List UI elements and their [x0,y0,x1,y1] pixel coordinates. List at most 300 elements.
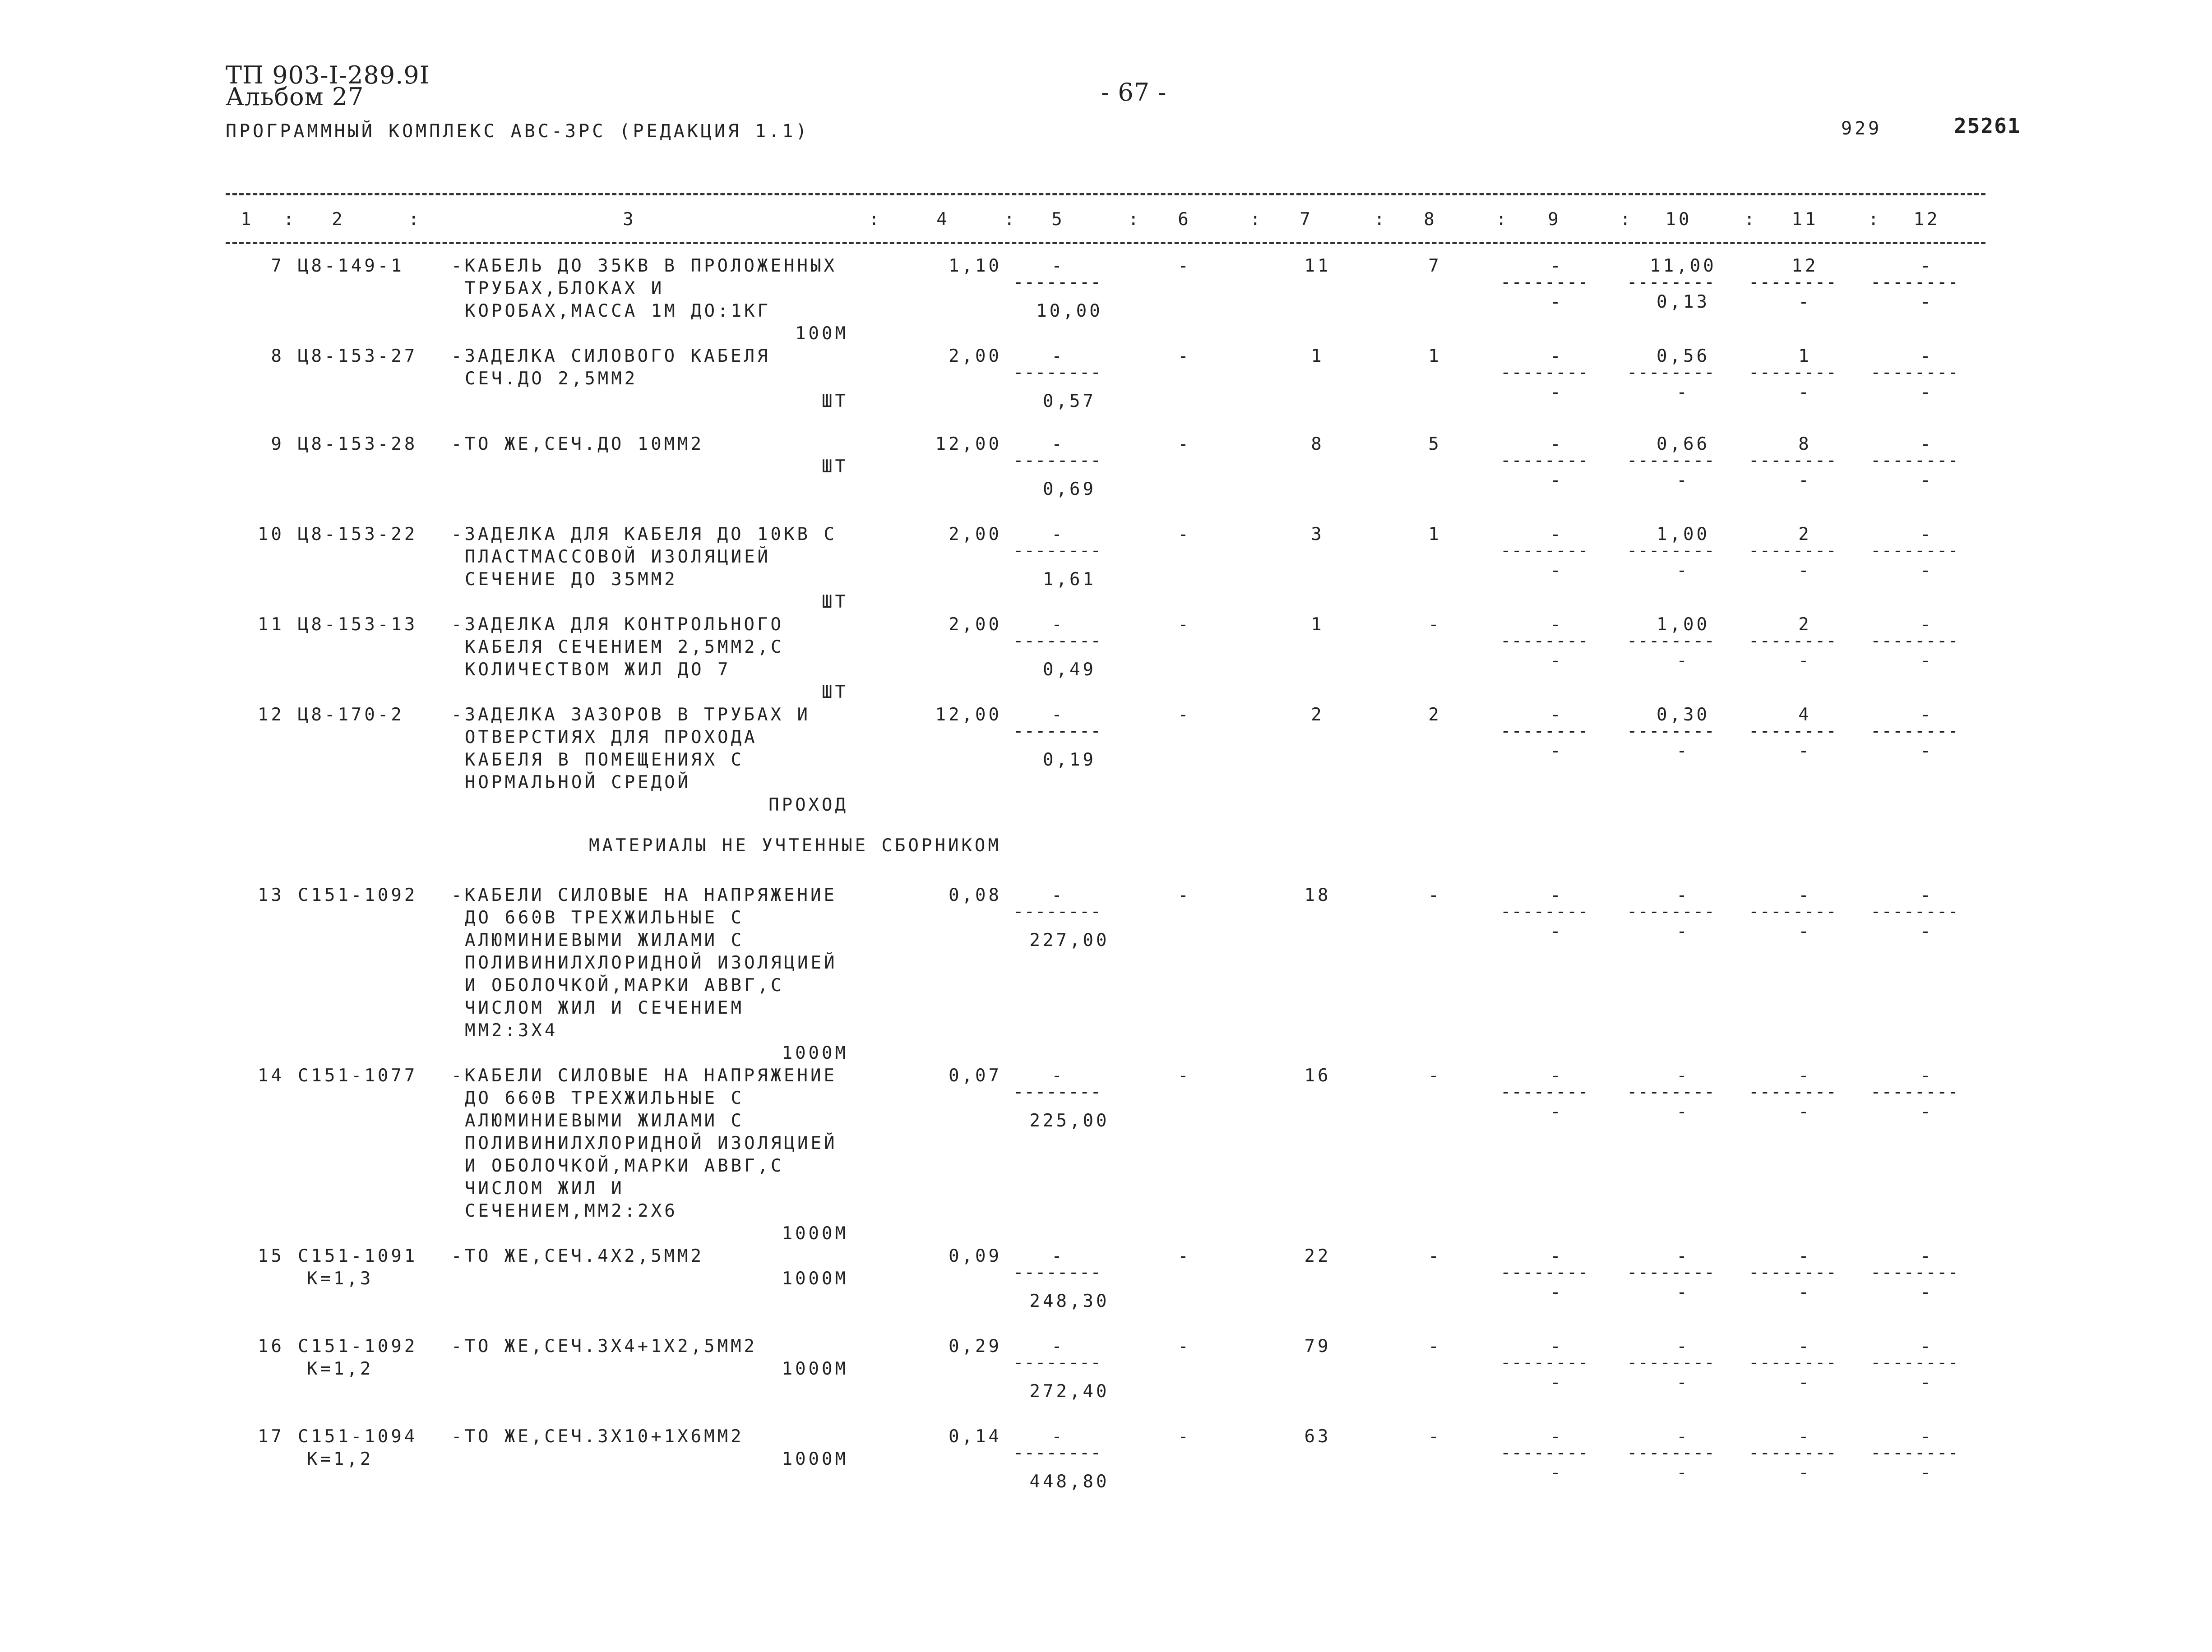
row-unit: 1000М [782,1359,848,1379]
c12b-value: - [1920,1282,1934,1302]
column-header-2: 2 [332,209,345,230]
column-header-1: 1 [241,209,254,230]
row-number: 15 [258,1246,284,1266]
col6-value: - [1178,885,1191,905]
col5-value-b: 0,69 [1043,479,1096,499]
c9-fraction-dash: -------- [1500,272,1589,292]
col7-value: 8 [1311,434,1324,454]
row-description-line: НОРМАЛЬНОЙ СРЕДОЙ [465,772,691,793]
row-code: Ц8-149-1 [298,256,404,276]
c11-fraction-dash: -------- [1749,1352,1837,1373]
c11-value: 12 [1791,256,1819,276]
c11b-value: - [1798,741,1812,761]
c12-value: - [1920,885,1934,905]
row-code: Ц8-153-13 [298,614,418,635]
row-description-line: -ТО ЖЕ,СЕЧ.4Х2,5ММ2 [451,1246,704,1266]
row-unit: 1000М [782,1449,848,1469]
c11-value: - [1798,1246,1812,1266]
c11-value: - [1798,1336,1812,1357]
col7-value: 16 [1304,1066,1331,1086]
col7-value: 63 [1304,1426,1331,1447]
col5-value-b: 10,00 [1036,301,1103,321]
c12b-value: - [1920,560,1934,581]
col7-value: 3 [1311,524,1324,545]
col6-value: - [1178,256,1191,276]
c12-value: - [1920,1066,1934,1086]
col5-value: - [1051,434,1065,454]
c12b-value: - [1920,741,1934,761]
c11b-value: - [1798,382,1812,402]
c9b-value: - [1550,651,1564,671]
col8-value: 2 [1428,705,1442,725]
column-separator: : [1496,209,1509,230]
column-header-4: 4 [936,209,950,230]
col5-fraction-dash: -------- [1013,450,1101,471]
c9b-value: - [1550,1102,1564,1122]
c11-value: 2 [1798,614,1812,635]
c9b-value: - [1550,1463,1564,1483]
col8-value: 5 [1428,434,1442,454]
c9-value: - [1550,885,1564,905]
column-separator: : [1374,209,1388,230]
col8-value: - [1428,1426,1442,1447]
table-top-rule [226,193,1985,195]
c11-value: 1 [1798,346,1812,366]
row-description-line: ПОЛИВИНИЛХЛОРИДНОЙ ИЗОЛЯЦИЕЙ [465,953,838,973]
c11b-value: - [1798,560,1812,581]
c10b-value: - [1676,741,1690,761]
c10-value: 11,00 [1650,256,1717,276]
row-description-line: -ТО ЖЕ,СЕЧ.3Х4+1Х2,5ММ2 [451,1336,758,1357]
row-number: 17 [258,1426,284,1447]
col5-value-b: 248,30 [1029,1291,1110,1311]
c10b-value: - [1676,1372,1690,1393]
c12-value: - [1920,1336,1934,1357]
row-description-line: ДО 660В ТРЕХЖИЛЬНЫЕ С [465,908,745,928]
c10-fraction-dash: -------- [1627,901,1715,922]
c11-fraction-dash: -------- [1749,362,1837,383]
row-description-line: ПЛАСТМАССОВОЙ ИЗОЛЯЦИЕЙ [465,547,771,567]
col5-value-b: 0,19 [1043,750,1096,770]
column-separator: : [1250,209,1263,230]
column-separator: : [408,209,422,230]
col4-value: 2,00 [949,346,1002,366]
col4-value: 0,08 [949,885,1002,905]
c11-fraction-dash: -------- [1749,1262,1837,1283]
row-description-line: И ОБОЛОЧКОЙ,МАРКИ АВВГ,С [465,975,784,996]
column-header-10: 10 [1665,209,1692,230]
column-header-12: 12 [1913,209,1940,230]
col6-value: - [1178,1066,1191,1086]
c9-fraction-dash: -------- [1500,631,1589,651]
row-description-line: ПОЛИВИНИЛХЛОРИДНОЙ ИЗОЛЯЦИЕЙ [465,1133,838,1154]
col8-value: - [1428,1066,1442,1086]
c11b-value: - [1798,1372,1812,1393]
c9-fraction-dash: -------- [1500,1262,1589,1283]
row-description-line: СЕЧЕНИЕМ,ММ2:2Х6 [465,1201,678,1221]
row-code: С151-1092 [298,885,418,905]
c12b-value: - [1920,1372,1934,1393]
col4-value: 0,09 [949,1246,1002,1266]
col5-fraction-dash: -------- [1013,272,1101,292]
c10-fraction-dash: -------- [1627,272,1715,292]
row-description-line: КАБЕЛЯ В ПОМЕЩЕНИЯХ С [465,750,745,770]
c9-fraction-dash: -------- [1500,1082,1589,1102]
c12b-value: - [1920,292,1934,312]
col4-value: 0,29 [949,1336,1002,1357]
column-header-9: 9 [1548,209,1561,230]
c12-value: - [1920,1246,1934,1266]
row-description-line: -ЗАДЕЛКА ДЛЯ КОНТРОЛЬНОГО [451,614,784,635]
col5-value: - [1051,1066,1065,1086]
col5-value-b: 272,40 [1029,1381,1110,1402]
c10-fraction-dash: -------- [1627,631,1715,651]
row-description-line: ДО 660В ТРЕХЖИЛЬНЫЕ С [465,1088,745,1108]
col6-value: - [1178,434,1191,454]
row-code: Ц8-153-22 [298,524,418,545]
c11-value: - [1798,885,1812,905]
col8-value: - [1428,1246,1442,1266]
c10-fraction-dash: -------- [1627,362,1715,383]
row-description-line: -ЗАДЕЛКА ЗАЗОРОВ В ТРУБАХ И [451,705,810,725]
c12-value: - [1920,705,1934,725]
row-number: 13 [258,885,284,905]
c10b-value: - [1676,651,1690,671]
c11-value: 2 [1798,524,1812,545]
corner-code-a: 929 [1841,118,1882,139]
row-description-line: КОРОБАХ,МАССА 1М ДО:1КГ [465,301,771,321]
c9-fraction-dash: -------- [1500,540,1589,561]
c12-value: - [1920,1426,1934,1447]
row-number: 9 [271,434,284,454]
c9-fraction-dash: -------- [1500,362,1589,383]
row-description-line: ЧИСЛОМ ЖИЛ И [465,1178,625,1199]
c11-fraction-dash: -------- [1749,450,1837,471]
col4-value: 12,00 [935,705,1002,725]
col5-value: - [1051,885,1065,905]
c11-value: - [1798,1426,1812,1447]
row-description-line: -ТО ЖЕ,СЕЧ.3Х10+1Х6ММ2 [451,1426,744,1447]
c10b-value: - [1676,560,1690,581]
c12-fraction-dash: -------- [1870,1262,1959,1283]
c10-fraction-dash: -------- [1627,1262,1715,1283]
col5-value: - [1051,256,1065,276]
c12-fraction-dash: -------- [1870,901,1959,922]
row-coefficient: К=1,2 [307,1359,374,1379]
c10-fraction-dash: -------- [1627,1352,1715,1373]
c12-value: - [1920,434,1934,454]
col8-value: 1 [1428,524,1442,545]
col5-value: - [1051,1336,1065,1357]
c12b-value: - [1920,470,1934,490]
column-separator: : [1620,209,1634,230]
row-description-line: КОЛИЧЕСТВОМ ЖИЛ ДО 7 [465,660,731,680]
c9-fraction-dash: -------- [1500,450,1589,471]
c10-value: - [1676,1426,1690,1447]
row-code: Ц8-153-28 [298,434,418,454]
c11-value: 8 [1798,434,1812,454]
c10-value: - [1676,1336,1690,1357]
col6-value: - [1178,1426,1191,1447]
c12-fraction-dash: -------- [1870,272,1959,292]
col5-fraction-dash: -------- [1013,362,1101,383]
page-number: - 67 - [1101,78,1167,106]
row-unit: ШТ [822,457,848,477]
c9b-value: - [1550,921,1564,941]
col6-value: - [1178,346,1191,366]
col5-fraction-dash: -------- [1013,540,1101,561]
c10-value: - [1676,1066,1690,1086]
col5-fraction-dash: -------- [1013,1443,1101,1463]
column-header-3: 3 [623,209,636,230]
c9b-value: - [1550,741,1564,761]
col7-value: 1 [1311,346,1324,366]
c10-value: 1,00 [1657,524,1710,545]
c9-value: - [1550,524,1564,545]
col6-value: - [1178,705,1191,725]
c10b-value: - [1676,470,1690,490]
c12-value: - [1920,346,1934,366]
col7-value: 2 [1311,705,1324,725]
row-code: С151-1091 [298,1246,418,1266]
row-number: 12 [258,705,284,725]
c9b-value: - [1550,382,1564,402]
col4-value: 0,07 [949,1066,1002,1086]
c12b-value: - [1920,1463,1934,1483]
c10b-value: - [1676,382,1690,402]
row-unit: ПРОХОД [768,795,848,815]
c10-fraction-dash: -------- [1627,450,1715,471]
row-unit: ШТ [822,592,848,612]
c10b-value: 0,13 [1657,292,1710,312]
col4-value: 2,00 [949,614,1002,635]
col5-value: - [1051,346,1065,366]
c11-fraction-dash: -------- [1749,631,1837,651]
c11b-value: - [1798,921,1812,941]
row-description-line: ЧИСЛОМ ЖИЛ И СЕЧЕНИЕМ [465,998,745,1018]
row-code: Ц8-153-27 [298,346,418,366]
col6-value: - [1178,614,1191,635]
c9b-value: - [1550,1282,1564,1302]
row-unit: 1000М [782,1269,848,1289]
row-unit: 1000М [782,1043,848,1063]
c12-fraction-dash: -------- [1870,1082,1959,1102]
col7-value: 18 [1304,885,1331,905]
col5-fraction-dash: -------- [1013,901,1101,922]
column-separator: : [1128,209,1142,230]
c11b-value: - [1798,1102,1812,1122]
c11-value: 4 [1798,705,1812,725]
col8-value: 1 [1428,346,1442,366]
c9-fraction-dash: -------- [1500,1443,1589,1463]
document-code: ТП 903-I-289.9I [226,61,430,89]
row-description-line: ТРУБАХ,БЛОКАХ И [465,278,665,299]
c12-fraction-dash: -------- [1870,1443,1959,1463]
col4-value: 1,10 [949,256,1002,276]
row-number: 14 [258,1066,284,1086]
col7-value: 11 [1304,256,1331,276]
row-description-line: АЛЮМИНИЕВЫМИ ЖИЛАМИ С [465,930,745,951]
column-header-5: 5 [1051,209,1065,230]
row-description-line: -КАБЕЛИ СИЛОВЫЕ НА НАПРЯЖЕНИЕ [451,1066,837,1086]
col8-value: - [1428,1336,1442,1357]
table-header-rule [226,242,1985,244]
c10-value: 0,66 [1657,434,1710,454]
c11b-value: - [1798,470,1812,490]
column-separator: : [283,209,297,230]
c9-value: - [1550,1066,1564,1086]
row-code: С151-1092 [298,1336,418,1357]
row-number: 7 [271,256,284,276]
row-code: Ц8-170-2 [298,705,404,725]
c11b-value: - [1798,1463,1812,1483]
row-coefficient: К=1,3 [307,1269,374,1289]
c10-fraction-dash: -------- [1627,540,1715,561]
col7-value: 79 [1304,1336,1331,1357]
corner-code-b: 25261 [1954,114,2021,138]
col4-value: 12,00 [935,434,1002,454]
section-title: МАТЕРИАЛЫ НЕ УЧТЕННЫЕ СБОРНИКОМ [589,835,1001,856]
c9-value: - [1550,1246,1564,1266]
row-coefficient: К=1,2 [307,1449,374,1469]
album-label: Альбом 27 [226,83,364,111]
c10b-value: - [1676,921,1690,941]
c9-value: - [1550,614,1564,635]
c9-value: - [1550,346,1564,366]
program-title: ПРОГРАММНЫЙ КОМПЛЕКС АВС-3РС (РЕДАКЦИЯ 1.1) [226,121,810,142]
column-header-11: 11 [1791,209,1819,230]
row-description-line: ОТВЕРСТИЯХ ДЛЯ ПРОХОДА [465,727,758,748]
c11-fraction-dash: -------- [1749,540,1837,561]
col6-value: - [1178,1246,1191,1266]
c10b-value: - [1676,1282,1690,1302]
row-unit: 1000М [782,1223,848,1244]
c12b-value: - [1920,1102,1934,1122]
column-separator: : [1004,209,1018,230]
col5-value-b: 227,00 [1029,930,1110,951]
row-description-line: КАБЕЛЯ СЕЧЕНИЕМ 2,5ММ2,С [465,637,784,657]
c12b-value: - [1920,382,1934,402]
row-description-line: -КАБЕЛИ СИЛОВЫЕ НА НАПРЯЖЕНИЕ [451,885,837,905]
c9-value: - [1550,705,1564,725]
col5-value-b: 225,00 [1029,1111,1110,1131]
col5-fraction-dash: -------- [1013,1352,1101,1373]
c12-fraction-dash: -------- [1870,450,1959,471]
c9-value: - [1550,256,1564,276]
c12b-value: - [1920,651,1934,671]
row-unit: 100М [795,323,848,344]
c12-fraction-dash: -------- [1870,540,1959,561]
c9-value: - [1550,434,1564,454]
col5-value-b: 0,49 [1043,660,1096,680]
column-separator: : [1744,209,1758,230]
col4-value: 2,00 [949,524,1002,545]
c10-value: 0,30 [1657,705,1710,725]
c10-value: 1,00 [1657,614,1710,635]
c11-fraction-dash: -------- [1749,1082,1837,1102]
col8-value: - [1428,614,1442,635]
col5-value-b: 448,80 [1029,1472,1110,1492]
col5-value: - [1051,524,1065,545]
col4-value: 0,14 [949,1426,1002,1447]
c9-fraction-dash: -------- [1500,901,1589,922]
col7-value: 22 [1304,1246,1331,1266]
row-number: 8 [271,346,284,366]
c10-value: - [1676,885,1690,905]
c9-value: - [1550,1336,1564,1357]
row-description-line: -ЗАДЕЛКА СИЛОВОГО КАБЕЛЯ [451,346,771,366]
row-code: С151-1077 [298,1066,418,1086]
col5-fraction-dash: -------- [1013,1262,1101,1283]
row-description-line: И ОБОЛОЧКОЙ,МАРКИ АВВГ,С [465,1156,784,1176]
col7-value: 1 [1311,614,1324,635]
col5-fraction-dash: -------- [1013,631,1101,651]
row-description-line: -ЗАДЕЛКА ДЛЯ КАБЕЛЯ ДО 10КВ С [451,524,837,545]
row-unit: ШТ [822,682,848,702]
c12-value: - [1920,256,1934,276]
c10-fraction-dash: -------- [1627,1082,1715,1102]
c11-value: - [1798,1066,1812,1086]
col5-value: - [1051,614,1065,635]
c12-value: - [1920,524,1934,545]
col8-value: 7 [1428,256,1442,276]
row-description-line: -ТО ЖЕ,СЕЧ.ДО 10ММ2 [451,434,704,454]
col5-value-b: 0,57 [1043,391,1096,411]
c11b-value: - [1798,651,1812,671]
c11-fraction-dash: -------- [1749,901,1837,922]
col5-fraction-dash: -------- [1013,721,1101,741]
c9-fraction-dash: -------- [1500,1352,1589,1373]
col8-value: - [1428,885,1442,905]
c12-fraction-dash: -------- [1870,362,1959,383]
c10-value: 0,56 [1657,346,1710,366]
row-code: С151-1094 [298,1426,418,1447]
c12-fraction-dash: -------- [1870,631,1959,651]
row-description-line: ММ2:3Х4 [465,1020,558,1041]
row-unit: ШТ [822,391,848,411]
c9b-value: - [1550,560,1564,581]
row-description-line: -КАБЕЛЬ ДО 35КВ В ПРОЛОЖЕННЫХ [451,256,837,276]
c9b-value: - [1550,470,1564,490]
c10b-value: - [1676,1463,1690,1483]
col5-value: - [1051,1426,1065,1447]
row-number: 11 [258,614,284,635]
column-separator: : [869,209,882,230]
c11b-value: - [1798,1282,1812,1302]
c11-fraction-dash: -------- [1749,272,1837,292]
column-header-7: 7 [1300,209,1313,230]
row-description-line: АЛЮМИНИЕВЫМИ ЖИЛАМИ С [465,1111,745,1131]
row-number: 10 [258,524,284,545]
col6-value: - [1178,1336,1191,1357]
row-description-line: СЕЧ.ДО 2,5ММ2 [465,369,638,389]
col6-value: - [1178,524,1191,545]
c10-fraction-dash: -------- [1627,721,1715,741]
row-description-line: СЕЧЕНИЕ ДО 35ММ2 [465,569,678,590]
c11-fraction-dash: -------- [1749,721,1837,741]
c9-value: - [1550,1426,1564,1447]
c12-fraction-dash: -------- [1870,1352,1959,1373]
col5-value-b: 1,61 [1043,569,1096,590]
column-separator: : [1868,209,1882,230]
c12b-value: - [1920,921,1934,941]
column-header-8: 8 [1424,209,1437,230]
c9-fraction-dash: -------- [1500,721,1589,741]
c10-fraction-dash: -------- [1627,1443,1715,1463]
c12-value: - [1920,614,1934,635]
c11-fraction-dash: -------- [1749,1443,1837,1463]
col5-value: - [1051,1246,1065,1266]
